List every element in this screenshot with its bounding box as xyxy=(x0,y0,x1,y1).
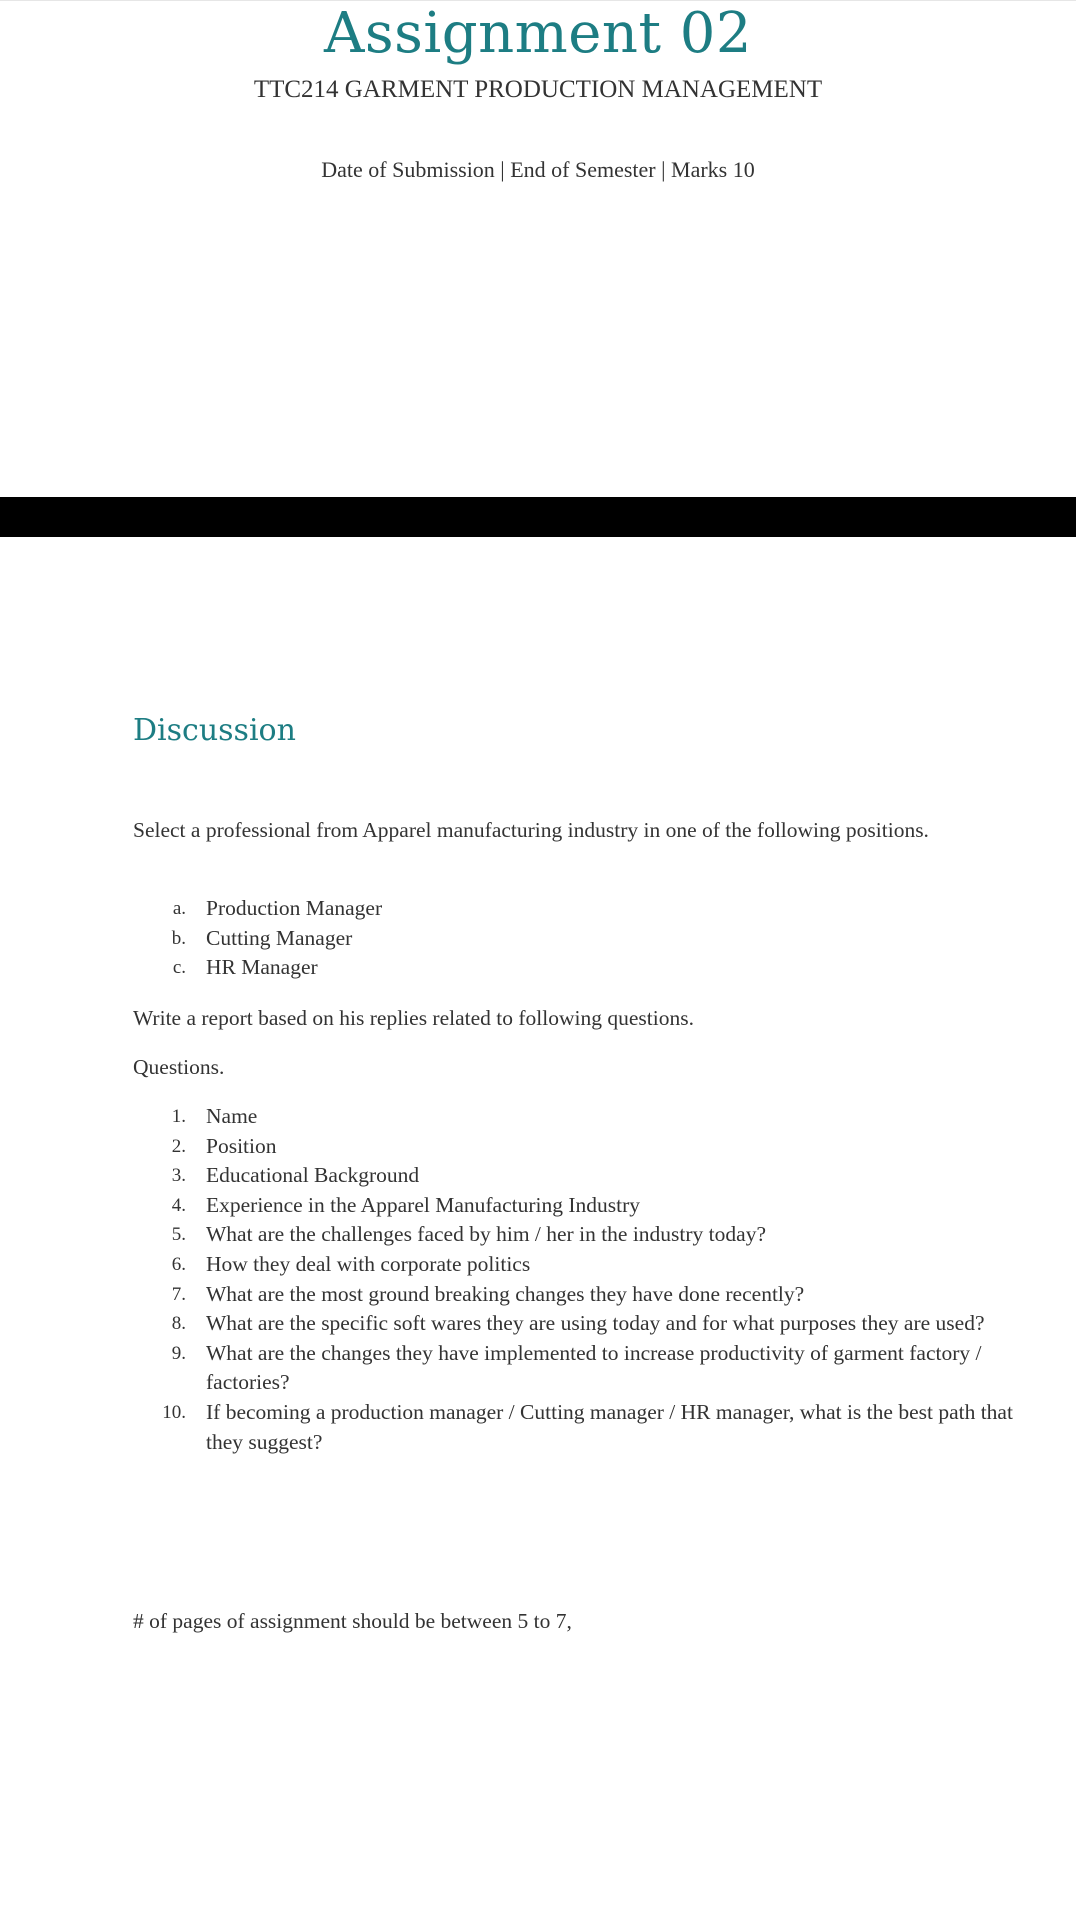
list-marker: 3. xyxy=(171,1165,186,1187)
position-option: HR Manager xyxy=(206,955,318,980)
question-text: If becoming a production manager / Cutting manager / HR manager, what is the best path that they suggest? xyxy=(206,1399,1013,1454)
list-item xyxy=(133,1132,1013,1162)
list-marker: b. xyxy=(171,927,186,949)
list-marker: 5. xyxy=(171,1224,186,1246)
course-title: TTC214 GARMENT PRODUCTION MANAGEMENT xyxy=(253,76,823,103)
list-item xyxy=(133,1191,1013,1221)
list-marker: 4. xyxy=(171,1194,186,1216)
list-item xyxy=(133,924,1013,954)
document-title: Assignment 02 xyxy=(323,1,753,66)
question-text: What are the changes they have implemented to increase productivity of garment factory / factories? xyxy=(206,1340,982,1395)
list-marker: a. xyxy=(172,898,186,919)
list-item xyxy=(133,1102,1013,1132)
list-item xyxy=(133,1398,1013,1457)
list-item xyxy=(133,1220,1013,1250)
questions-list xyxy=(133,1102,1013,1457)
positions-list xyxy=(133,894,1013,983)
list-marker: 10. xyxy=(162,1401,186,1423)
questions-label: Questions. xyxy=(133,1055,225,1079)
question-text: What are the most ground breaking changes they have done recently? xyxy=(206,1281,805,1306)
page-break-divider xyxy=(0,497,1076,537)
list-marker: 8. xyxy=(171,1313,186,1335)
list-marker: 7. xyxy=(171,1283,186,1305)
page-count-note: # of pages of assignment should be between 5 to 7, xyxy=(133,1609,572,1633)
list-item xyxy=(133,1250,1013,1280)
list-item xyxy=(133,1309,1013,1339)
instruction-paragraph: Write a report based on his replies related to following questions. xyxy=(133,1006,694,1030)
question-text: How they deal with corporate politics xyxy=(206,1251,531,1276)
list-marker: c. xyxy=(172,957,186,979)
question-text: Experience in the Apparel Manufacturing Industry xyxy=(206,1192,641,1217)
position-option: Production Manager xyxy=(206,896,383,920)
list-item xyxy=(133,1280,1013,1310)
list-marker: 6. xyxy=(171,1253,186,1275)
list-item xyxy=(133,1161,1013,1191)
list-item xyxy=(133,894,1013,924)
section-heading-discussion: Discussion xyxy=(133,713,296,748)
question-text: What are the specific soft wares they are using today and for what purposes they are used? xyxy=(206,1311,985,1336)
question-text: Educational Background xyxy=(206,1163,420,1188)
list-marker: 1. xyxy=(171,1106,186,1127)
submission-info: Date of Submission | End of Semester | Marks 10 xyxy=(321,157,755,182)
question-text: Name xyxy=(206,1104,258,1128)
intro-paragraph: Select a professional from Apparel manufacturing industry in one of the following positions. xyxy=(133,818,929,842)
list-item xyxy=(133,953,1013,983)
question-text: Position xyxy=(206,1133,277,1158)
position-option: Cutting Manager xyxy=(206,925,353,950)
question-text: What are the challenges faced by him / her in the industry today? xyxy=(206,1222,766,1247)
list-item xyxy=(133,1339,1013,1398)
list-marker: 2. xyxy=(171,1135,186,1157)
list-marker: 9. xyxy=(171,1342,186,1364)
